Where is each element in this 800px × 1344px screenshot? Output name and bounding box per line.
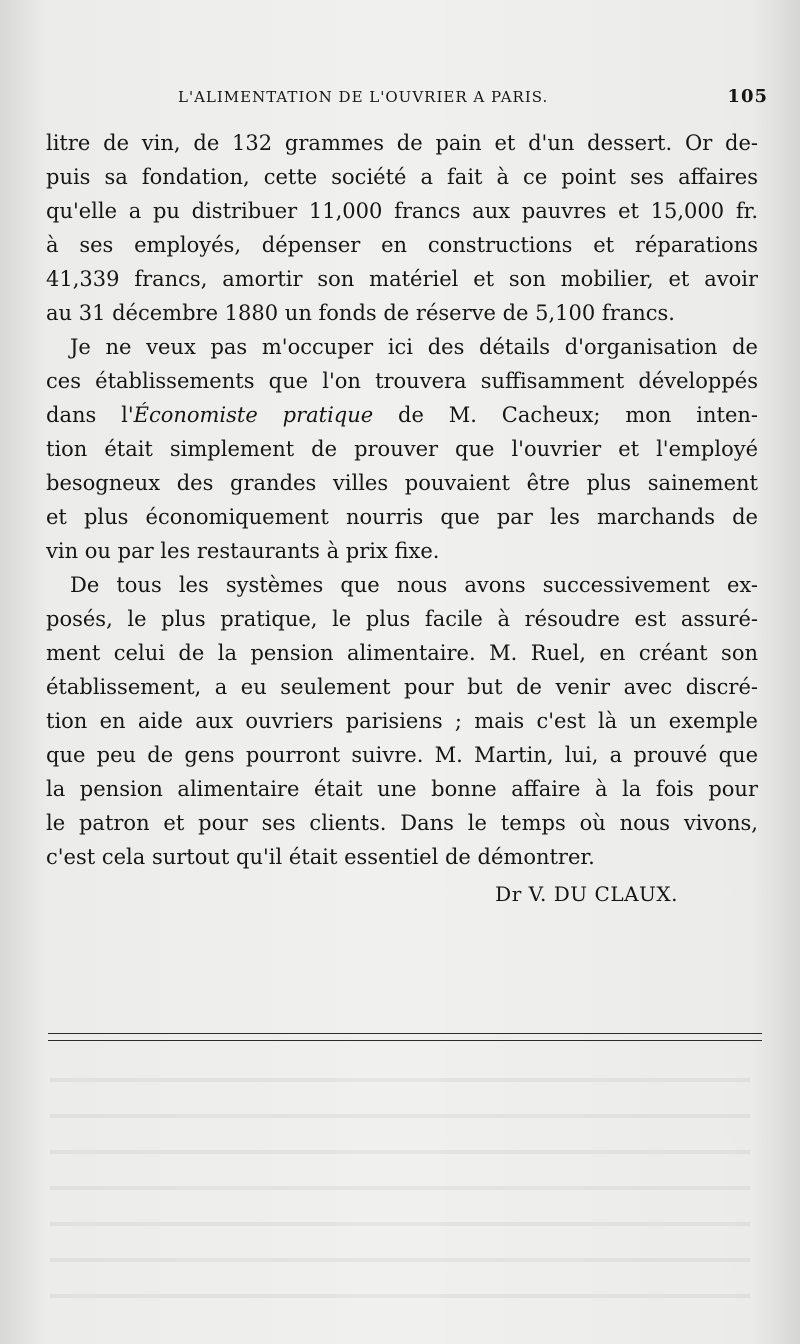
text-line: posés, le plus pratique, le plus facile à résoudre est assuré- — [46, 607, 758, 631]
text-line: que peu de gens pourront suivre. M. Martin, lui, a prouvé que — [46, 743, 758, 767]
text-line: puis sa fondation, cette société a fait à ce point ses affaires — [46, 165, 758, 189]
text-line-with-title — [46, 398, 758, 432]
text-line: De tous les systèmes que nous avons successivement ex- — [70, 573, 758, 597]
running-head: L'ALIMENTATION DE L'OUVRIER A PARIS. — [178, 88, 549, 106]
text-line: tion était simplement de prouver que l'ouvrier et l'employé — [46, 437, 758, 461]
text-line: qu'elle a pu distribuer 11,000 francs aux pauvres et 15,000 fr. — [46, 199, 758, 223]
text-line: c'est cela surtout qu'il était essentiel de démontrer. — [46, 845, 595, 869]
text-line: ment celui de la pension alimentaire. M. Ruel, en créant son — [46, 641, 758, 665]
text-line: à ses employés, dépenser en constructions et réparations — [46, 233, 758, 257]
text-line: tion en aide aux ouvriers parisiens ; mais c'est là un exemple — [46, 709, 758, 733]
text-line: ces établissements que l'on trouvera suffisamment développés — [46, 369, 758, 393]
body-text — [46, 126, 758, 914]
publication-title: Économiste pratique — [133, 403, 374, 427]
text-line: la pension alimentaire était une bonne affaire à la fois pour — [46, 777, 758, 801]
text-line: le patron et pour ses clients. Dans le temps où nous vivons, — [46, 811, 758, 835]
text-line: Je ne veux pas m'occuper ici des détails d'organisation de — [70, 335, 758, 359]
text-line: 41,339 francs, amortir son matériel et son mobilier, et avoir — [46, 267, 758, 291]
text-line: et plus économiquement nourris que par les marchands de — [46, 505, 758, 529]
text-line: besogneux des grandes villes pouvaient être plus sainement — [46, 471, 758, 495]
text-line: vin ou par les restaurants à prix fixe. — [46, 539, 440, 563]
text-line: litre de vin, de 132 grammes de pain et d'un dessert. Or de- — [46, 131, 758, 155]
text-fragment: dans l' — [46, 403, 134, 427]
author-signature: Dr V. DU CLAUX. — [495, 882, 678, 906]
text-line: au 31 décembre 1880 un fonds de réserve de 5,100 francs. — [46, 301, 675, 325]
show-through-texture — [50, 1060, 750, 1320]
page-header — [178, 88, 768, 112]
text-line: établissement, a eu seulement pour but de venir avec discré- — [46, 675, 758, 699]
footnote-rule-double — [48, 1040, 762, 1041]
page-number: 105 — [727, 86, 768, 107]
footnote-rule — [48, 1033, 762, 1034]
text-fragment: de M. Cacheux; mon inten- — [373, 403, 758, 427]
